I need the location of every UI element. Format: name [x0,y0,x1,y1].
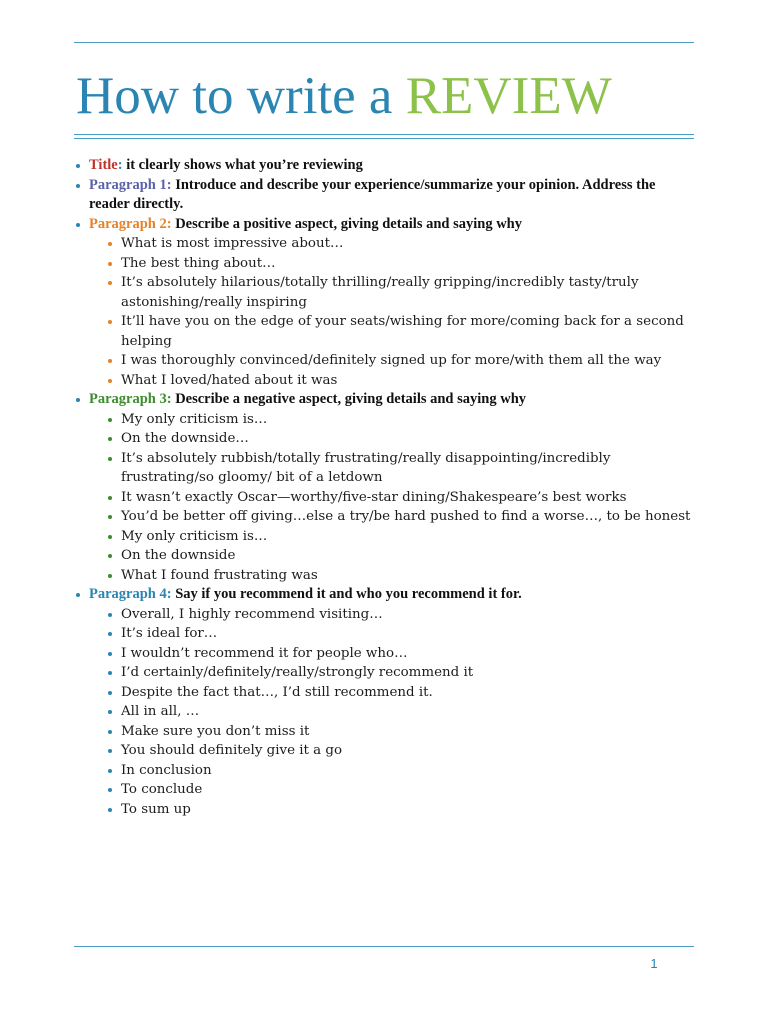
section-label: Title [89,157,118,173]
list-item: My only criticism is… [107,410,694,430]
list-item: On the downside… [107,429,694,449]
page-number: 1 [650,956,658,971]
section-title [74,156,694,176]
section-description: it clearly shows what you’re reviewing [122,157,363,173]
list-item: You should definitely give it a go [107,741,694,761]
list-item: It’s ideal for… [107,624,694,644]
section-description: Introduce and describe your experience/summarize your opinion. Address the reader directly. [89,176,656,212]
list-item: You’d be better off giving…else a try/be hard pushed to find a worse…, to be honest [107,507,694,527]
title-accent: REVIEW [405,67,612,125]
section-paragraph-3 [74,390,694,585]
section-description: Describe a positive aspect, giving details and saying why [171,215,522,232]
list-item: I’d certainly/definitely/really/strongly recommend it [107,663,694,683]
section-colon: : [117,157,123,173]
section-paragraph-4 [74,585,694,819]
list-item: To conclude [107,780,694,800]
list-item: What is most impressive about… [107,234,694,254]
top-rule [74,42,694,43]
section-description: Describe a negative aspect, giving details and saying why [171,391,527,407]
title-underline-rule-second [74,138,694,139]
phrase-list [89,234,694,390]
list-item: It’s absolutely rubbish/totally frustrating/really disappointing/incredibly frustrating/so gloomy/ bit of a letdown [107,449,694,488]
list-item: The best thing about… [107,254,694,274]
list-item: I wouldn’t recommend it for people who… [107,644,694,664]
footer-rule [74,946,694,947]
section-list [74,156,694,819]
list-item: In conclusion [107,761,694,781]
list-item: What I loved/hated about it was [107,371,694,391]
list-item: It’s absolutely hilarious/totally thrilling/really gripping/incredibly tasty/truly astonishing/really inspiring [107,273,694,312]
list-item: All in all, … [107,702,694,722]
list-item: Overall, I highly recommend visiting… [107,605,694,625]
list-item: To sum up [107,800,694,820]
section-paragraph-2 [74,215,694,391]
section-label: Paragraph 3: [89,391,172,407]
section-label: Paragraph 2: [89,215,172,232]
list-item: It wasn’t exactly Oscar—worthy/five-star dining/Shakespeare’s best works [107,488,694,508]
list-item: What I found frustrating was [107,566,694,586]
list-item: It’ll have you on the edge of your seats/wishing for more/coming back for a second helping [107,312,694,351]
section-label: Paragraph 1: [89,176,172,193]
section-paragraph-1 [74,176,694,215]
page-title [76,66,612,126]
section-label: Paragraph 4: [89,586,172,602]
section-description: Say if you recommend it and who you recommend it for. [171,586,522,602]
review-guide [74,156,694,819]
list-item: On the downside [107,546,694,566]
list-item: I was thoroughly convinced/definitely signed up for more/with them all the way [107,351,694,371]
phrase-list [89,605,694,820]
title-lead: How to write a [76,67,406,125]
list-item: Despite the fact that…, I’d still recommend it. [107,683,694,703]
title-underline-rule [74,134,694,135]
phrase-list [89,410,694,586]
list-item: Make sure you don’t miss it [107,722,694,742]
list-item: My only criticism is… [107,527,694,547]
